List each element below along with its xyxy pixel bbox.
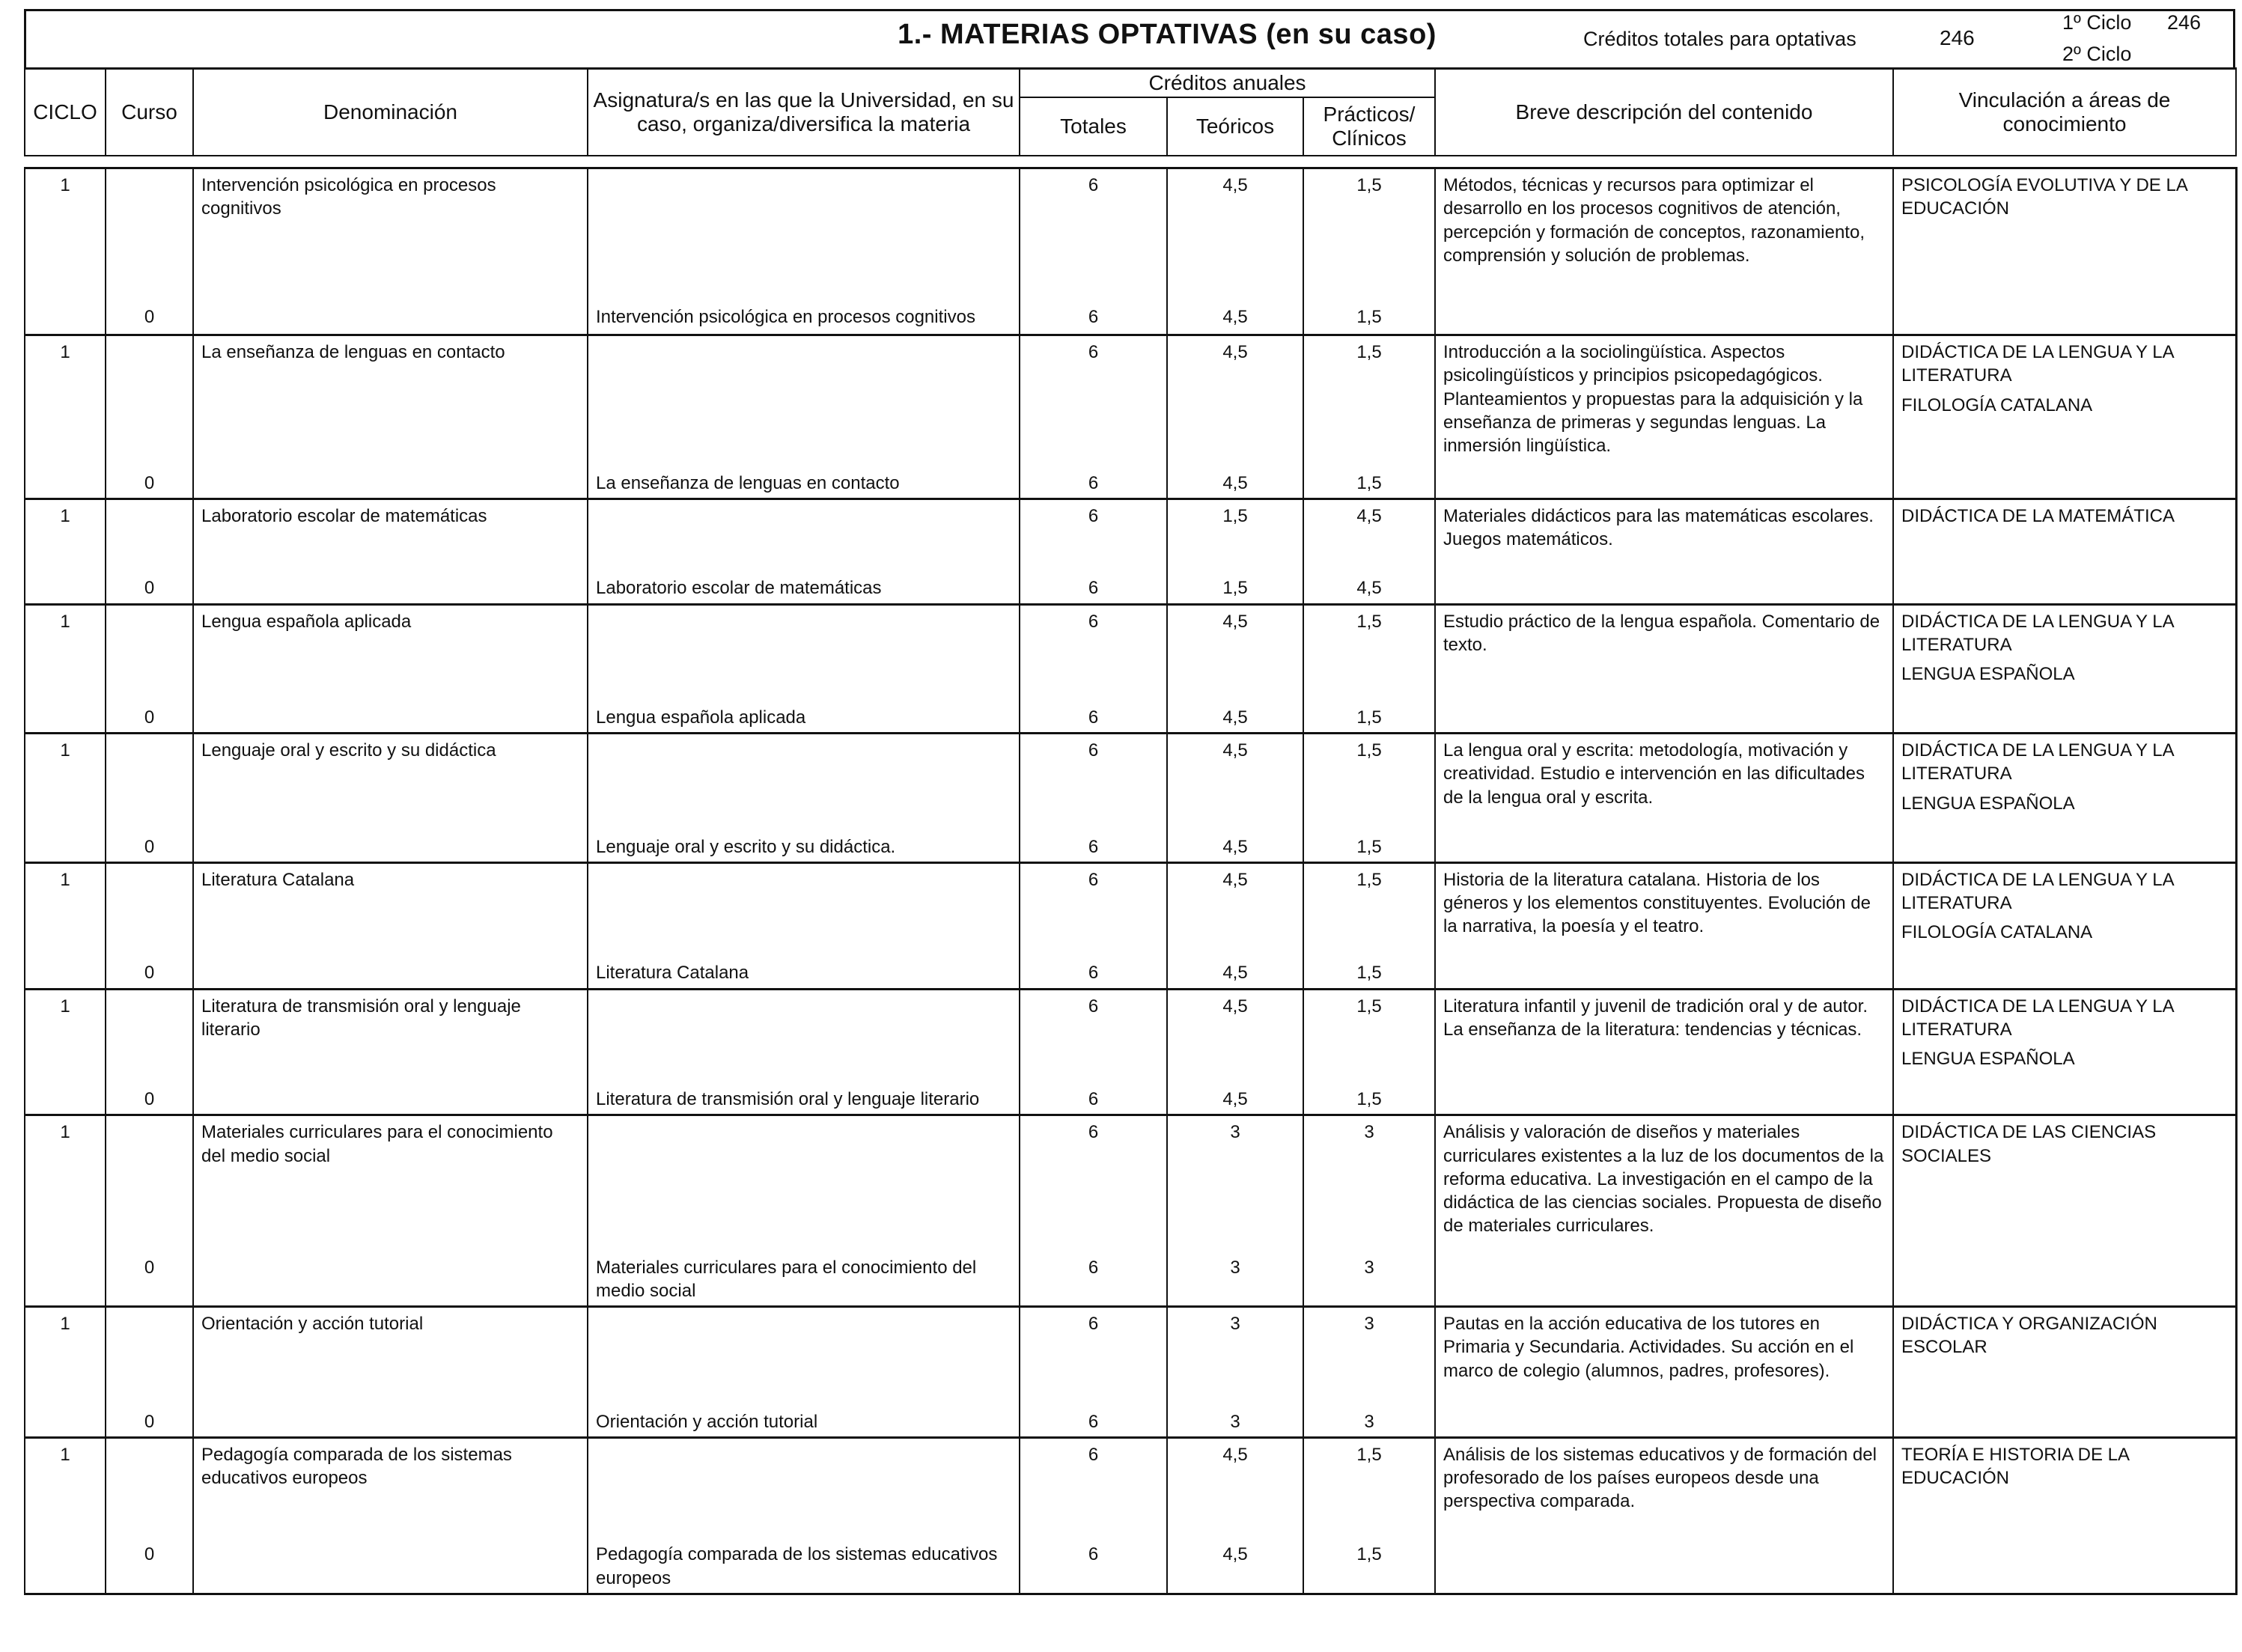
materia-row [25, 1437, 2236, 1538]
area-label: LENGUA ESPAÑOLA [1901, 1049, 2075, 1069]
cell-ciclo: 1 [25, 335, 106, 467]
cell-descripcion-empty [1435, 1252, 1893, 1307]
page-title: 1.- MATERIAS OPTATIVAS (en su caso) [898, 19, 1437, 50]
cell-ciclo: 1 [25, 499, 106, 572]
cell-sub-teoricos: 3 [1167, 1406, 1303, 1438]
materia-row [25, 499, 2236, 572]
cell-areas-empty [1893, 1406, 2236, 1438]
cell-areas [1893, 862, 2236, 957]
cell-denominacion-empty [193, 1406, 588, 1438]
materia-row [25, 734, 2236, 831]
cell-totales: 6 [1020, 862, 1167, 957]
area-label: DIDÁCTICA Y ORGANIZACIÓN ESCOLAR [1901, 1314, 2157, 1358]
cell-asignatura-empty [588, 1437, 1020, 1538]
cell-sub-teoricos: 4,5 [1167, 957, 1303, 989]
col-teoricos: Teóricos [1167, 97, 1303, 156]
cell-totales: 6 [1020, 604, 1167, 701]
area-label: PSICOLOGÍA EVOLUTIVA Y DE LA EDUCACIÓN [1901, 175, 2187, 219]
cell-sub-totales: 6 [1020, 467, 1167, 499]
cell-sub-teoricos: 4,5 [1167, 701, 1303, 734]
cell-areas-empty [1893, 1538, 2236, 1594]
cell-ciclo: 1 [25, 604, 106, 701]
cell-asignatura: Literatura de transmisión oral y lenguaje literario [588, 1083, 1020, 1115]
cell-curso-empty [106, 1437, 193, 1538]
cell-ciclo: 1 [25, 1115, 106, 1252]
area-label: DIDÁCTICA DE LA LENGUA Y LA LITERATURA [1901, 611, 2174, 655]
cell-areas [1893, 335, 2236, 467]
cell-curso-empty [106, 1307, 193, 1406]
cell-sub-practicos: 1,5 [1303, 1083, 1435, 1115]
cell-curso-empty [106, 862, 193, 957]
col-ciclo: CICLO [25, 69, 106, 156]
cell-descripcion-empty [1435, 831, 1893, 863]
cell-sub-teoricos: 4,5 [1167, 1538, 1303, 1594]
cell-asignatura-empty [588, 1115, 1020, 1252]
cell-areas-empty [1893, 957, 2236, 989]
area-label: FILOLOGÍA CATALANA [1901, 394, 2093, 415]
cell-areas [1893, 1115, 2236, 1252]
cell-sub-practicos: 4,5 [1303, 572, 1435, 604]
cell-descripcion: La lengua oral y escrita: metodología, motivación y creatividad. Estudio e intervención en las dificultades de la lengua oral y escrita. [1435, 734, 1893, 831]
cell-ciclo-empty [25, 1538, 106, 1594]
cell-totales: 6 [1020, 168, 1167, 301]
cell-asignatura-empty [588, 604, 1020, 701]
cell-ciclo-empty [25, 467, 106, 499]
cell-ciclo-empty [25, 1252, 106, 1307]
cell-denominacion: Literatura Catalana [193, 862, 588, 957]
cell-totales: 6 [1020, 989, 1167, 1083]
cell-areas-empty [1893, 572, 2236, 604]
col-asignatura: Asignatura/s en las que la Universidad, en su caso, organiza/diversifica la materia [588, 69, 1020, 156]
cell-ciclo-empty [25, 957, 106, 989]
cell-denominacion-empty [193, 1252, 588, 1307]
materia-row [25, 1307, 2236, 1406]
cell-curso-empty [106, 499, 193, 572]
cell-practicos: 1,5 [1303, 862, 1435, 957]
cell-areas-empty [1893, 467, 2236, 499]
cell-curso: 0 [106, 572, 193, 604]
cell-sub-teoricos: 4,5 [1167, 1083, 1303, 1115]
cell-areas [1893, 989, 2236, 1083]
cell-sub-practicos: 1,5 [1303, 957, 1435, 989]
cell-curso-empty [106, 734, 193, 831]
cell-curso: 0 [106, 957, 193, 989]
cell-practicos: 4,5 [1303, 499, 1435, 572]
cell-practicos: 1,5 [1303, 989, 1435, 1083]
cell-areas [1893, 499, 2236, 572]
area-label: LENGUA ESPAÑOLA [1901, 793, 2075, 814]
area-label: DIDÁCTICA DE LA MATEMÁTICA [1901, 505, 2175, 526]
cell-sub-totales: 6 [1020, 957, 1167, 989]
cell-asignatura: Materiales curriculares para el conocimiento del medio social [588, 1252, 1020, 1307]
area-label: DIDÁCTICA DE LA LENGUA Y LA LITERATURA [1901, 869, 2174, 914]
cell-ciclo-empty [25, 301, 106, 335]
materia-row [25, 168, 2236, 301]
asignatura-row [25, 301, 2236, 335]
cell-asignatura-empty [588, 499, 1020, 572]
cell-sub-teoricos: 4,5 [1167, 301, 1303, 335]
cell-sub-totales: 6 [1020, 1252, 1167, 1307]
cell-totales: 6 [1020, 335, 1167, 467]
cell-curso: 0 [106, 831, 193, 863]
cell-denominacion: Pedagogía comparada de los sistemas educativos europeos [193, 1437, 588, 1538]
cell-areas-empty [1893, 1083, 2236, 1115]
asignatura-row [25, 1406, 2236, 1438]
cell-asignatura: Lengua española aplicada [588, 701, 1020, 734]
cell-descripcion: Literatura infantil y juvenil de tradición oral y de autor. La enseñanza de la literatura: tendencias y técnicas. [1435, 989, 1893, 1083]
cell-asignatura: Literatura Catalana [588, 957, 1020, 989]
cell-sub-totales: 6 [1020, 701, 1167, 734]
cell-sub-teoricos: 4,5 [1167, 831, 1303, 863]
cell-asignatura: Pedagogía comparada de los sistemas educativos europeos [588, 1538, 1020, 1594]
cell-ciclo-empty [25, 572, 106, 604]
cell-descripcion-empty [1435, 1406, 1893, 1438]
cell-teoricos: 1,5 [1167, 499, 1303, 572]
cell-asignatura-empty [588, 862, 1020, 957]
cell-curso-empty [106, 168, 193, 301]
col-descripcion: Breve descripción del contenido [1435, 69, 1893, 156]
cell-asignatura: La enseñanza de lenguas en contacto [588, 467, 1020, 499]
cell-denominacion-empty [193, 1083, 588, 1115]
col-vinculacion: Vinculación a áreas de conocimiento [1893, 69, 2236, 156]
cell-totales: 6 [1020, 1115, 1167, 1252]
cell-sub-totales: 6 [1020, 831, 1167, 863]
cell-ciclo-empty [25, 1083, 106, 1115]
ciclo1-value: 246 [2167, 11, 2202, 34]
cell-areas-empty [1893, 1252, 2236, 1307]
materia-row [25, 989, 2236, 1083]
cell-denominacion: Literatura de transmisión oral y lenguaje literario [193, 989, 588, 1083]
cell-areas [1893, 1307, 2236, 1406]
cell-denominacion: La enseñanza de lenguas en contacto [193, 335, 588, 467]
cell-descripcion-empty [1435, 572, 1893, 604]
cell-totales: 6 [1020, 499, 1167, 572]
cell-denominacion-empty [193, 701, 588, 734]
cell-denominacion: Lenguaje oral y escrito y su didáctica [193, 734, 588, 831]
cell-curso-empty [106, 335, 193, 467]
cell-denominacion: Materiales curriculares para el conocimiento del medio social [193, 1115, 588, 1252]
cell-descripcion: Materiales didácticos para las matemáticas escolares. Juegos matemáticos. [1435, 499, 1893, 572]
cell-curso: 0 [106, 1252, 193, 1307]
materia-row [25, 604, 2236, 701]
cell-curso: 0 [106, 1406, 193, 1438]
cell-asignatura-empty [588, 734, 1020, 831]
area-label: FILOLOGÍA CATALANA [1901, 922, 2093, 943]
cell-denominacion: Lengua española aplicada [193, 604, 588, 701]
header-banner [24, 9, 2235, 67]
cell-sub-totales: 6 [1020, 301, 1167, 335]
cell-areas-empty [1893, 831, 2236, 863]
materia-row [25, 862, 2236, 957]
cell-denominacion-empty [193, 957, 588, 989]
cell-sub-practicos: 3 [1303, 1252, 1435, 1307]
col-practicos: Prácticos/ Clínicos [1303, 97, 1435, 156]
asignatura-row [25, 831, 2236, 863]
cell-descripcion-empty [1435, 701, 1893, 734]
cell-sub-practicos: 1,5 [1303, 701, 1435, 734]
cell-descripcion: Estudio práctico de la lengua española. Comentario de texto. [1435, 604, 1893, 701]
cell-denominacion-empty [193, 301, 588, 335]
cell-descripcion-empty [1435, 1538, 1893, 1594]
cell-ciclo-empty [25, 1406, 106, 1438]
cell-descripcion: Historia de la literatura catalana. Historia de los géneros y los elementos constituyentes. Evolución de la narrativa, la poesía y el teatro. [1435, 862, 1893, 957]
cell-sub-practicos: 1,5 [1303, 1538, 1435, 1594]
cell-asignatura: Lenguaje oral y escrito y su didáctica. [588, 831, 1020, 863]
cell-curso-empty [106, 1115, 193, 1252]
asignatura-row [25, 957, 2236, 989]
cell-curso: 0 [106, 701, 193, 734]
cell-teoricos: 3 [1167, 1307, 1303, 1406]
cell-sub-practicos: 1,5 [1303, 467, 1435, 499]
cell-sub-practicos: 1,5 [1303, 831, 1435, 863]
area-label: DIDÁCTICA DE LA LENGUA Y LA LITERATURA [1901, 342, 2174, 386]
area-label: LENGUA ESPAÑOLA [1901, 663, 2075, 684]
cell-denominacion-empty [193, 831, 588, 863]
area-label: DIDÁCTICA DE LA LENGUA Y LA LITERATURA [1901, 996, 2174, 1040]
area-label: DIDÁCTICA DE LAS CIENCIAS SOCIALES [1901, 1122, 2157, 1166]
cell-areas [1893, 734, 2236, 831]
cell-descripcion: Pautas en la acción educativa de los tutores en Primaria y Secundaria. Actividades. Su acción en el marco de colegio (alumnos, padres, profesores). [1435, 1307, 1893, 1406]
cell-ciclo: 1 [25, 1437, 106, 1538]
cell-denominacion-empty [193, 1538, 588, 1594]
cell-ciclo-empty [25, 831, 106, 863]
col-denominacion: Denominación [193, 69, 588, 156]
asignatura-row [25, 467, 2236, 499]
asignatura-row [25, 1538, 2236, 1594]
cell-practicos: 3 [1303, 1307, 1435, 1406]
cell-areas-empty [1893, 301, 2236, 335]
cell-sub-teoricos: 1,5 [1167, 572, 1303, 604]
cell-denominacion: Intervención psicológica en procesos cognitivos [193, 168, 588, 301]
asignatura-row [25, 572, 2236, 604]
cell-practicos: 1,5 [1303, 168, 1435, 301]
cell-descripcion-empty [1435, 467, 1893, 499]
cell-practicos: 1,5 [1303, 1437, 1435, 1538]
col-creditos-anuales: Créditos anuales [1020, 69, 1435, 98]
document-frame [24, 9, 2235, 1595]
cell-teoricos: 4,5 [1167, 1437, 1303, 1538]
ciclo2-label: 2º Ciclo [2062, 43, 2132, 65]
cell-sub-totales: 6 [1020, 1406, 1167, 1438]
cell-descripcion-empty [1435, 1083, 1893, 1115]
cell-teoricos: 4,5 [1167, 989, 1303, 1083]
cell-teoricos: 4,5 [1167, 335, 1303, 467]
cell-curso-empty [106, 604, 193, 701]
cell-curso-empty [106, 989, 193, 1083]
cell-descripcion-empty [1435, 957, 1893, 989]
asignatura-row [25, 1252, 2236, 1307]
cell-sub-totales: 6 [1020, 1538, 1167, 1594]
cell-denominacion: Orientación y acción tutorial [193, 1307, 588, 1406]
ciclo1-label: 1º Ciclo [2062, 11, 2132, 34]
cell-totales: 6 [1020, 1437, 1167, 1538]
cell-ciclo: 1 [25, 734, 106, 831]
cell-asignatura: Orientación y acción tutorial [588, 1406, 1020, 1438]
cell-teoricos: 4,5 [1167, 862, 1303, 957]
materias-table [24, 167, 2238, 1595]
cell-sub-practicos: 1,5 [1303, 301, 1435, 335]
cell-teoricos: 4,5 [1167, 734, 1303, 831]
cell-practicos: 3 [1303, 1115, 1435, 1252]
cell-denominacion: Laboratorio escolar de matemáticas [193, 499, 588, 572]
cell-practicos: 1,5 [1303, 335, 1435, 467]
cell-descripcion-empty [1435, 301, 1893, 335]
cell-areas [1893, 604, 2236, 701]
cell-asignatura-empty [588, 1307, 1020, 1406]
cell-curso: 0 [106, 1538, 193, 1594]
asignatura-row [25, 701, 2236, 734]
cell-teoricos: 4,5 [1167, 604, 1303, 701]
cell-asignatura-empty [588, 335, 1020, 467]
cell-practicos: 1,5 [1303, 734, 1435, 831]
cell-ciclo: 1 [25, 862, 106, 957]
cell-sub-practicos: 3 [1303, 1406, 1435, 1438]
creditos-totales-label: Créditos totales para optativas [1583, 28, 1856, 50]
cell-curso: 0 [106, 301, 193, 335]
cell-asignatura: Laboratorio escolar de matemáticas [588, 572, 1020, 604]
cell-sub-totales: 6 [1020, 572, 1167, 604]
cell-areas-empty [1893, 701, 2236, 734]
cell-teoricos: 4,5 [1167, 168, 1303, 301]
cell-sub-teoricos: 3 [1167, 1252, 1303, 1307]
cell-practicos: 1,5 [1303, 604, 1435, 701]
cell-ciclo: 1 [25, 168, 106, 301]
materia-row [25, 335, 2236, 467]
creditos-totales-value: 246 [1940, 26, 1975, 49]
cell-descripcion: Métodos, técnicas y recursos para optimizar el desarrollo en los procesos cognitivos de atención, percepción y formación de conceptos, razonamiento, comprensión y solución de problemas. [1435, 168, 1893, 301]
cell-asignatura-empty [588, 168, 1020, 301]
cell-curso: 0 [106, 467, 193, 499]
col-totales: Totales [1020, 97, 1167, 156]
cell-totales: 6 [1020, 1307, 1167, 1406]
area-label: DIDÁCTICA DE LA LENGUA Y LA LITERATURA [1901, 740, 2174, 784]
cell-descripcion: Introducción a la sociolingüística. Aspectos psicolingüísticos y principios psicopedagógicos. Planteamientos y propuestas para la adquisición y la enseñanza de primeras y segundas lenguas. La inmersión lingüística. [1435, 335, 1893, 467]
cell-denominacion-empty [193, 572, 588, 604]
cell-asignatura-empty [588, 989, 1020, 1083]
cell-curso: 0 [106, 1083, 193, 1115]
cell-ciclo-empty [25, 701, 106, 734]
cell-descripcion: Análisis de los sistemas educativos y de formación del profesorado de los países europeos desde una perspectiva comparada. [1435, 1437, 1893, 1538]
cell-sub-totales: 6 [1020, 1083, 1167, 1115]
materia-row [25, 1115, 2236, 1252]
cell-areas [1893, 168, 2236, 301]
cell-asignatura: Intervención psicológica en procesos cognitivos [588, 301, 1020, 335]
cell-totales: 6 [1020, 734, 1167, 831]
cell-areas [1893, 1437, 2236, 1538]
cell-ciclo: 1 [25, 1307, 106, 1406]
cell-teoricos: 3 [1167, 1115, 1303, 1252]
asignatura-row [25, 1083, 2236, 1115]
cell-sub-teoricos: 4,5 [1167, 467, 1303, 499]
cell-denominacion-empty [193, 467, 588, 499]
cell-ciclo: 1 [25, 989, 106, 1083]
area-label: TEORÍA E HISTORIA DE LA EDUCACIÓN [1901, 1444, 2129, 1489]
col-curso: Curso [106, 69, 193, 156]
column-header-table [24, 67, 2237, 156]
cell-descripcion: Análisis y valoración de diseños y materiales curriculares existentes a la luz de los documentos de la reforma educativa. La investigación en el campo de la didáctica de las ciencias sociales. Propuesta de diseño de materiales curriculares. [1435, 1115, 1893, 1252]
